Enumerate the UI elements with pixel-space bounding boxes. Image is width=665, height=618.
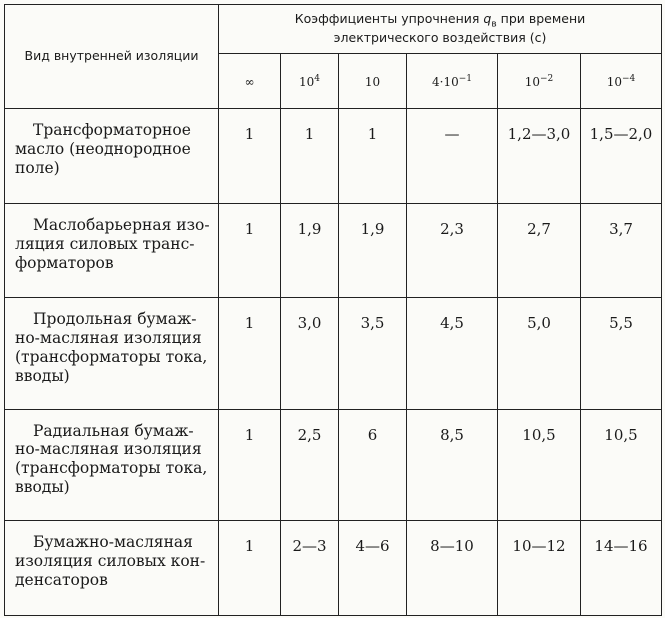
- coefficient-cell: 4—6: [339, 520, 407, 615]
- label-line: вводы): [15, 366, 70, 385]
- coefficient-cell: 14—16: [581, 520, 662, 615]
- coefficient-cell: 3,5: [339, 298, 407, 409]
- time-column-header: [498, 54, 581, 109]
- coefficient-cell: 1: [219, 204, 281, 298]
- label-line: но-масляная изоляция: [15, 329, 202, 348]
- time-exponent: −1: [458, 73, 472, 84]
- time-column-header: [281, 54, 339, 109]
- coefficient-cell: 2,5: [281, 409, 339, 520]
- group-title-pre: Коэффициенты упрочнения: [294, 10, 480, 26]
- insulation-type-cell: [5, 298, 219, 409]
- time-exponent: −2: [540, 73, 554, 84]
- label-line: Радиальная бумаж-: [33, 421, 194, 440]
- coefficient-cell: 5,0: [498, 298, 581, 409]
- label-line: Продольная бумаж-: [33, 310, 197, 329]
- coefficient-cell: 3,0: [281, 298, 339, 409]
- table-row: [5, 109, 662, 204]
- label-line: ляция силовых транс-: [15, 235, 195, 254]
- coefficient-cell: —: [407, 109, 498, 204]
- time-exponent: −4: [622, 73, 636, 84]
- label-line: (трансформаторы тока,: [15, 348, 208, 367]
- label-line: (трансформаторы тока,: [15, 459, 208, 478]
- insulation-type-header-text: Вид внутренней изоляции: [24, 48, 199, 64]
- label-line: Трансформаторное: [33, 121, 191, 139]
- time-exponent: 4: [314, 73, 320, 84]
- label-line: масло (неоднородное: [15, 139, 191, 158]
- coefficients-group-header: [219, 5, 662, 54]
- insulation-type-cell: [5, 204, 219, 298]
- table-row: [5, 204, 662, 298]
- time-base: 4·10: [432, 74, 459, 89]
- label-line: форматоров: [15, 253, 114, 272]
- time-base: 10: [524, 74, 540, 89]
- coefficient-cell: 2,7: [498, 204, 581, 298]
- insulation-type-cell: [5, 109, 219, 204]
- coefficient-cell: 4,5: [407, 298, 498, 409]
- time-column-header: [339, 54, 407, 109]
- table-row: [5, 520, 662, 615]
- q-subscript: в: [491, 19, 497, 30]
- group-title-line2: электрического воздействия (с): [333, 30, 547, 46]
- label-line: вводы): [15, 478, 70, 497]
- coefficient-cell: 1: [219, 109, 281, 204]
- coefficient-cell: 6: [339, 409, 407, 520]
- coefficient-cell: 1,9: [281, 204, 339, 298]
- insulation-type-cell: [5, 409, 219, 520]
- time-column-header: [581, 54, 662, 109]
- label-line: поле): [15, 158, 60, 177]
- coefficient-cell: 10,5: [498, 409, 581, 520]
- time-column-header: [407, 54, 498, 109]
- label-line: Маслобарьерная изо-: [33, 216, 210, 235]
- coefficient-cell: 1: [219, 409, 281, 520]
- coefficient-cell: 10—12: [498, 520, 581, 615]
- coefficient-cell: 1: [219, 298, 281, 409]
- coefficient-cell: 5,5: [581, 298, 662, 409]
- coefficient-cell: 3,7: [581, 204, 662, 298]
- coefficient-cell: 1,5—2,0: [581, 109, 662, 204]
- insulation-type-cell: [5, 520, 219, 615]
- coefficient-cell: 1: [219, 520, 281, 615]
- group-title-post: при времени: [500, 10, 586, 26]
- time-base: 10: [298, 74, 315, 89]
- coefficient-cell: 2,3: [407, 204, 498, 298]
- coefficient-cell: 1,2—3,0: [498, 109, 581, 204]
- coefficient-cell: 1: [281, 109, 339, 204]
- header-row-1: [5, 5, 662, 54]
- table-row: [5, 298, 662, 409]
- coefficient-cell: 2—3: [281, 520, 339, 615]
- time-base: ∞: [244, 74, 255, 89]
- coefficient-cell: 1: [339, 109, 407, 204]
- time-base: 10: [364, 74, 381, 89]
- table-body: [5, 109, 662, 616]
- coefficient-cell: 10,5: [581, 409, 662, 520]
- table-row: [5, 409, 662, 520]
- label-line: денсаторов: [15, 570, 108, 589]
- time-column-header: [219, 54, 281, 109]
- hardening-coefficients-table: [4, 4, 662, 616]
- coefficient-cell: 8—10: [407, 520, 498, 615]
- label-line: изоляция силовых кон-: [15, 551, 206, 570]
- insulation-type-header: [5, 5, 219, 109]
- coefficient-cell: 1,9: [339, 204, 407, 298]
- time-base: 10: [606, 74, 622, 89]
- coefficient-cell: 8,5: [407, 409, 498, 520]
- q-symbol: [483, 10, 497, 30]
- label-line: но-масляная изоляция: [15, 440, 202, 459]
- q-letter: q: [483, 10, 492, 26]
- label-line: Бумажно-масляная: [33, 532, 193, 551]
